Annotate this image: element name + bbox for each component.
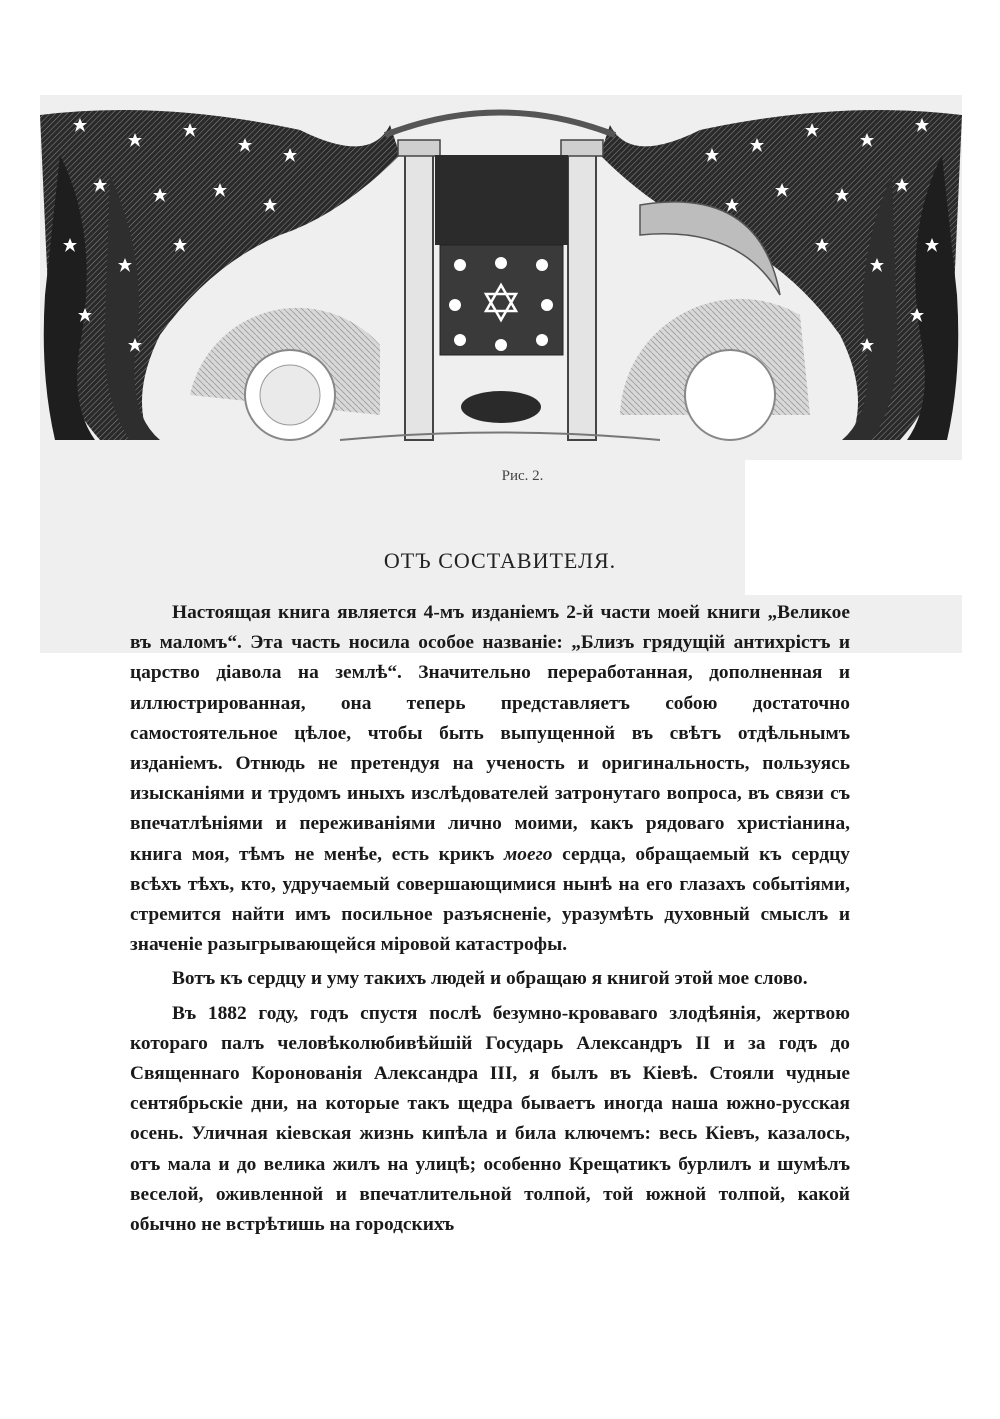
masonic-stage-engraving — [40, 95, 962, 460]
paragraph-1: Настоящая книга является 4-мъ изданіемъ 2-й части моей книги „Великое въ маломъ“. Эта часть носила особое названіе: „Близъ грядущій антихрістъ и царство діавола на землѣ“. Значительно переработанная, дополненная и иллюстрированная, она теперь представляетъ собою достаточно самостоятельное цѣлое, чтобы быть выпущенной въ свѣтъ отдѣльнымъ изданіемъ. Отнюдь не претендуя на ученость и оригинальность, пользуясь изысканіями и трудомъ иныхъ изслѣдователей затронутаго вопроса, въ связи съ впечатлѣніями и переживаніями лично моими, какъ рядоваго христіанина, книга моя, тѣмъ не менѣе, есть крикъ моего сердца, обращаемый къ сердцу всѣхъ тѣхъ, кто, удручаемый совершающимися нынѣ на его глазахъ событіями, стремится найти имъ посильное разъясненіе, уразумѣть духовный смыслъ и значеніе разыгрывающейся міровой катастрофы. — [130, 602, 850, 956]
page-title: ОТЪ СОСТАВИТЕЛЯ. — [383, 548, 617, 573]
paragraph-3: Въ 1882 году, годъ спустя послѣ безумно-кроваваго злодѣянія, жертвою котораго палъ человѣколюбивѣйшій Государь Александръ II и за годъ до Священнаго Коронованія Александра III, я былъ въ Кіевѣ. Стояли чудные сентябрьскіе дни, на которые такъ щедра бываетъ иногда наша южно-русская осень. Уличная кіевская жизнь кипѣла и била ключемъ: весь Кіевъ, казалось, отъ мала и до велика жилъ на улицѣ; особенно Крещатикъ бурлилъ и шумѣлъ веселой, оживленной и впечатлительной толпой, той южной толпой, какой обычно не встрѣтишь на городскихъ — [130, 1002, 850, 1236]
paragraph-2: Вотъ къ сердцу и уму такихъ людей и обращаю я книгой этой мое слово. — [172, 968, 808, 990]
emphasis: моего — [504, 843, 553, 865]
figure-caption: Рис. 2. — [501, 468, 544, 484]
body-text — [130, 598, 850, 1244]
left-column — [405, 155, 433, 440]
right-column — [568, 155, 596, 440]
floor-emblem — [461, 391, 541, 423]
temple-interior — [435, 155, 568, 245]
